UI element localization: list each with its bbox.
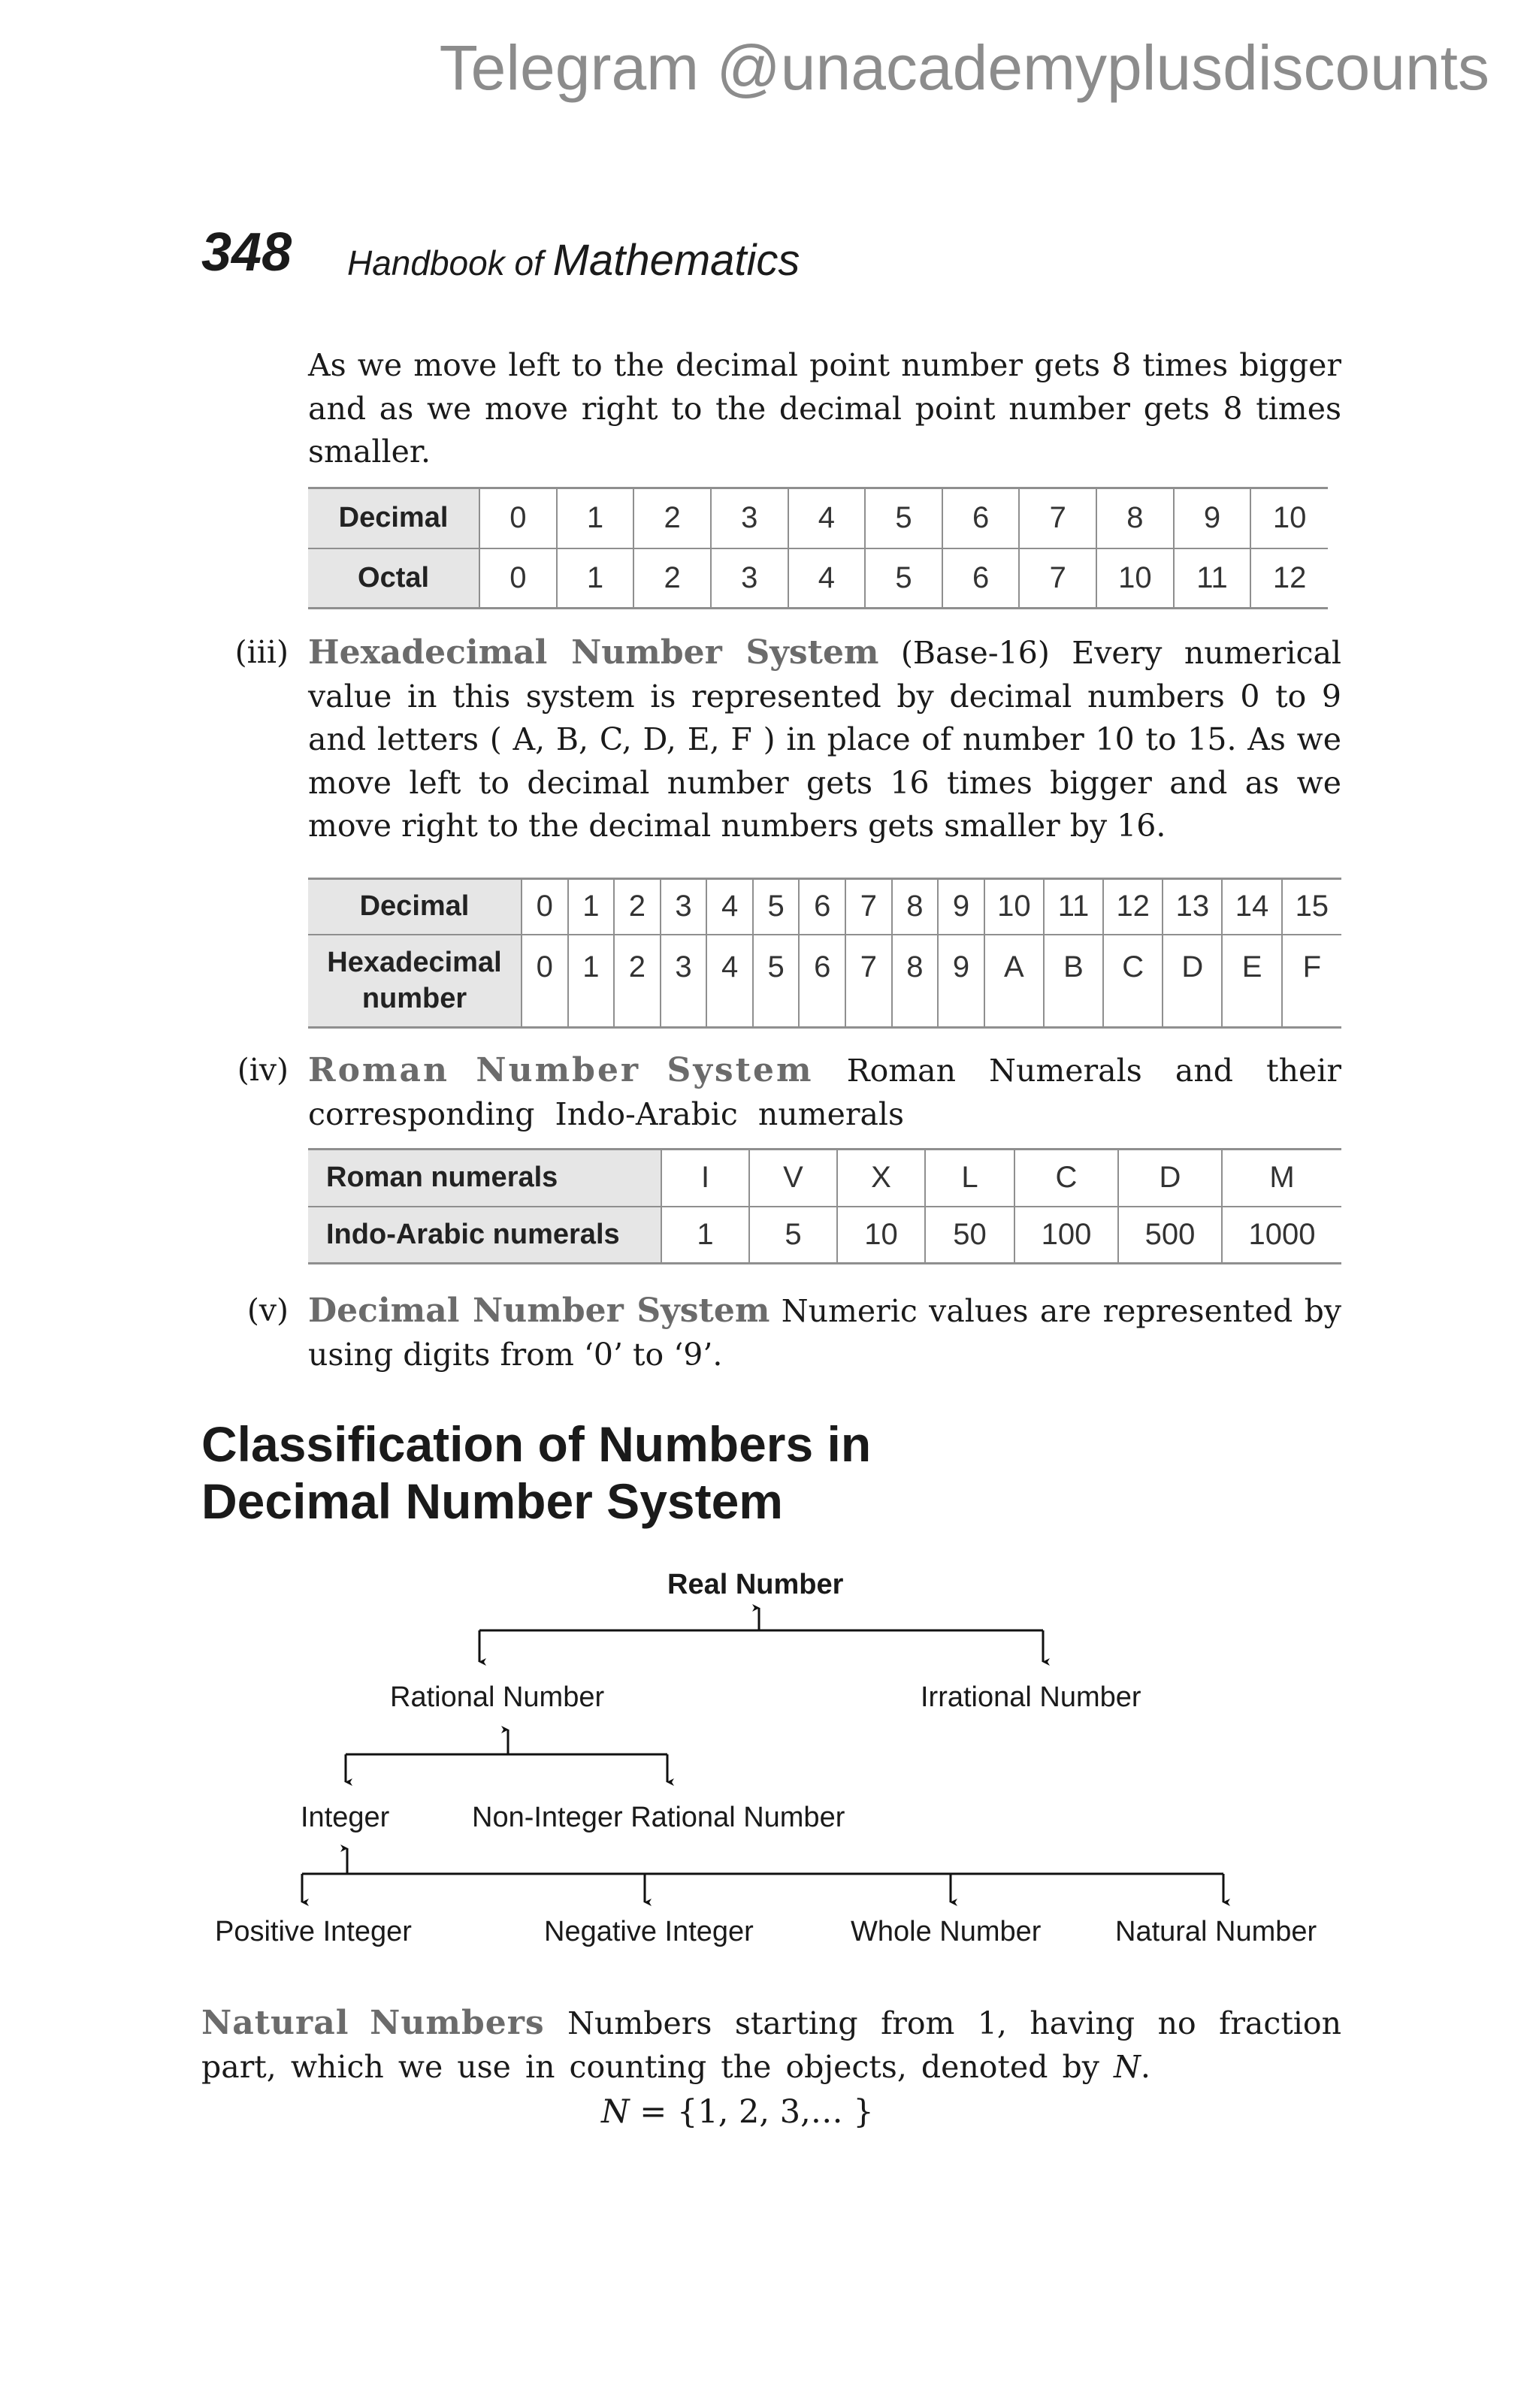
table-cell: 15 (1282, 879, 1341, 935)
table-cell: 4 (706, 935, 753, 1028)
roman-text: Roman Numerals and their corresponding Indo-Arabic numerals (308, 1053, 1341, 1132)
table-cell: 0 (479, 488, 557, 548)
table-cell: 5 (749, 1207, 837, 1264)
tree-node-natural-number: Natural Number (1115, 1916, 1317, 1947)
table-cell: 8 (892, 879, 939, 935)
table-cell: 2 (633, 488, 711, 548)
table-cell: 3 (661, 935, 707, 1028)
table-cell: 1 (557, 548, 634, 609)
table-cell: 9 (938, 935, 984, 1028)
tree-node-irrational-number: Irrational Number (921, 1681, 1141, 1713)
table-cell: 8 (1096, 488, 1174, 548)
natural-numbers-paragraph (201, 2002, 1341, 2089)
table-cell: F (1282, 935, 1341, 1028)
table-cell: 8 (892, 935, 939, 1028)
table-cell: 1 (568, 879, 615, 935)
table-cell: A (984, 935, 1044, 1028)
table-cell: 5 (865, 548, 942, 609)
table-cell: C (1103, 935, 1163, 1028)
table-cell: 7 (1019, 488, 1096, 548)
formula-set: = {1, 2, 3,… } (629, 2093, 874, 2131)
book-title-prefix: Handbook of (347, 243, 543, 282)
decimal-text: Numeric values are represented by using digits from ‘0’ to ‘9’. (308, 1293, 1341, 1373)
roman-table-header-indo-arabic: Indo-Arabic numerals (308, 1207, 661, 1264)
table-cell: 9 (938, 879, 984, 935)
tree-node-rational-number: Rational Number (390, 1681, 605, 1713)
table-cell: 0 (479, 548, 557, 609)
table-cell: 10 (984, 879, 1044, 935)
table-cell: 14 (1222, 879, 1281, 935)
table-cell: 6 (942, 488, 1020, 548)
table-cell: B (1044, 935, 1103, 1028)
hexadecimal-title: Hexadecimal Number System (308, 633, 879, 672)
natural-numbers-text: Numbers starting from 1, having no fraction part, which we use in counting the objects, denoted by (201, 2005, 1342, 2085)
table-cell: 5 (865, 488, 942, 548)
table-cell: 3 (661, 879, 707, 935)
table-cell: 6 (942, 548, 1020, 609)
table-cell: 100 (1014, 1207, 1118, 1264)
table-cell: 1 (557, 488, 634, 548)
octal-table-header-octal: Octal (308, 548, 479, 609)
table-cell: 0 (522, 935, 568, 1028)
hex-header-line1: Hexadecimal (327, 947, 502, 979)
tree-node-whole-number: Whole Number (851, 1916, 1042, 1947)
table-cell: 5 (753, 935, 800, 1028)
intro-paragraph: As we move left to the decimal point number gets 8 times bigger and as we move right to the decimal point number gets 8 times smaller. (308, 347, 1341, 470)
table-cell: 500 (1118, 1207, 1222, 1264)
table-cell: X (837, 1150, 925, 1207)
table-cell: 10 (837, 1207, 925, 1264)
natural-numbers-period: . (1140, 2048, 1150, 2085)
table-cell: 9 (1174, 488, 1251, 548)
table-cell: 12 (1250, 548, 1328, 609)
roman-table-header-roman: Roman numerals (308, 1150, 661, 1207)
table-cell: L (925, 1150, 1014, 1207)
natural-numbers-symbol: N (1113, 2048, 1141, 2085)
table-cell: 0 (522, 879, 568, 935)
table-cell: 2 (614, 935, 661, 1028)
table-cell: D (1163, 935, 1222, 1028)
table-cell: 7 (845, 935, 892, 1028)
decimal-title: Decimal Number System (308, 1292, 770, 1330)
table-cell: D (1118, 1150, 1222, 1207)
table-cell: 3 (711, 488, 788, 548)
roman-title: Roman Number System (308, 1051, 814, 1089)
classification-heading-line2: Decimal Number System (201, 1473, 783, 1529)
table-cell: 50 (925, 1207, 1014, 1264)
natural-numbers-formula (601, 2093, 874, 2131)
hexadecimal-text: (Base-16) Every numerical value in this system is represented by decimal numbers 0 to 9 and letters ( A, B, C, D, E, F ) in place of number 10 to 15. As we move left to decimal number gets 16 times bigger and as we move right to the decimal numbers gets smaller by 16. (308, 635, 1342, 844)
table-cell: E (1222, 935, 1281, 1028)
table-cell: 6 (799, 879, 845, 935)
table-cell: 11 (1044, 879, 1103, 935)
table-cell: 12 (1103, 879, 1163, 935)
tree-node-non-integer-rational: Non-Integer Rational Number (472, 1802, 845, 1833)
table-cell: V (749, 1150, 837, 1207)
tree-node-integer: Integer (301, 1802, 390, 1833)
table-cell: 7 (845, 879, 892, 935)
table-cell: 1 (661, 1207, 749, 1264)
octal-table-header-decimal: Decimal (308, 488, 479, 548)
classification-heading-line1: Classification of Numbers in (201, 1416, 872, 1472)
table-cell: I (661, 1150, 749, 1207)
telegram-watermark: Telegram @unacademyplusdiscounts (439, 32, 1489, 103)
table-cell: 2 (633, 548, 711, 609)
table-cell: M (1222, 1150, 1341, 1207)
table-cell: 2 (614, 879, 661, 935)
tree-node-negative-integer: Negative Integer (544, 1916, 754, 1947)
table-cell: 1000 (1222, 1207, 1341, 1264)
table-cell: 4 (788, 548, 866, 609)
table-cell: 4 (788, 488, 866, 548)
table-cell: 5 (753, 879, 800, 935)
table-cell: 1 (568, 935, 615, 1028)
table-cell: C (1014, 1150, 1118, 1207)
table-cell: 7 (1019, 548, 1096, 609)
table-cell: 13 (1163, 879, 1222, 935)
table-cell: 10 (1250, 488, 1328, 548)
table-cell: 3 (711, 548, 788, 609)
table-cell: 6 (799, 935, 845, 1028)
table-cell: 4 (706, 879, 753, 935)
item-marker-iii: (iii) (234, 634, 289, 670)
hex-table-header-decimal: Decimal (308, 879, 522, 935)
hex-header-line2: number (361, 983, 467, 1015)
page-number: 348 (201, 222, 292, 282)
item-marker-v: (v) (246, 1292, 289, 1328)
natural-numbers-title: Natural Numbers (201, 2004, 545, 2042)
item-marker-iv: (iv) (237, 1052, 289, 1088)
table-cell: 11 (1174, 548, 1251, 609)
formula-symbol: N (601, 2093, 630, 2131)
tree-node-positive-integer: Positive Integer (215, 1916, 412, 1947)
book-title-main: Mathematics (552, 236, 800, 285)
table-cell: 10 (1096, 548, 1174, 609)
tree-node-real-number: Real Number (667, 1569, 844, 1600)
